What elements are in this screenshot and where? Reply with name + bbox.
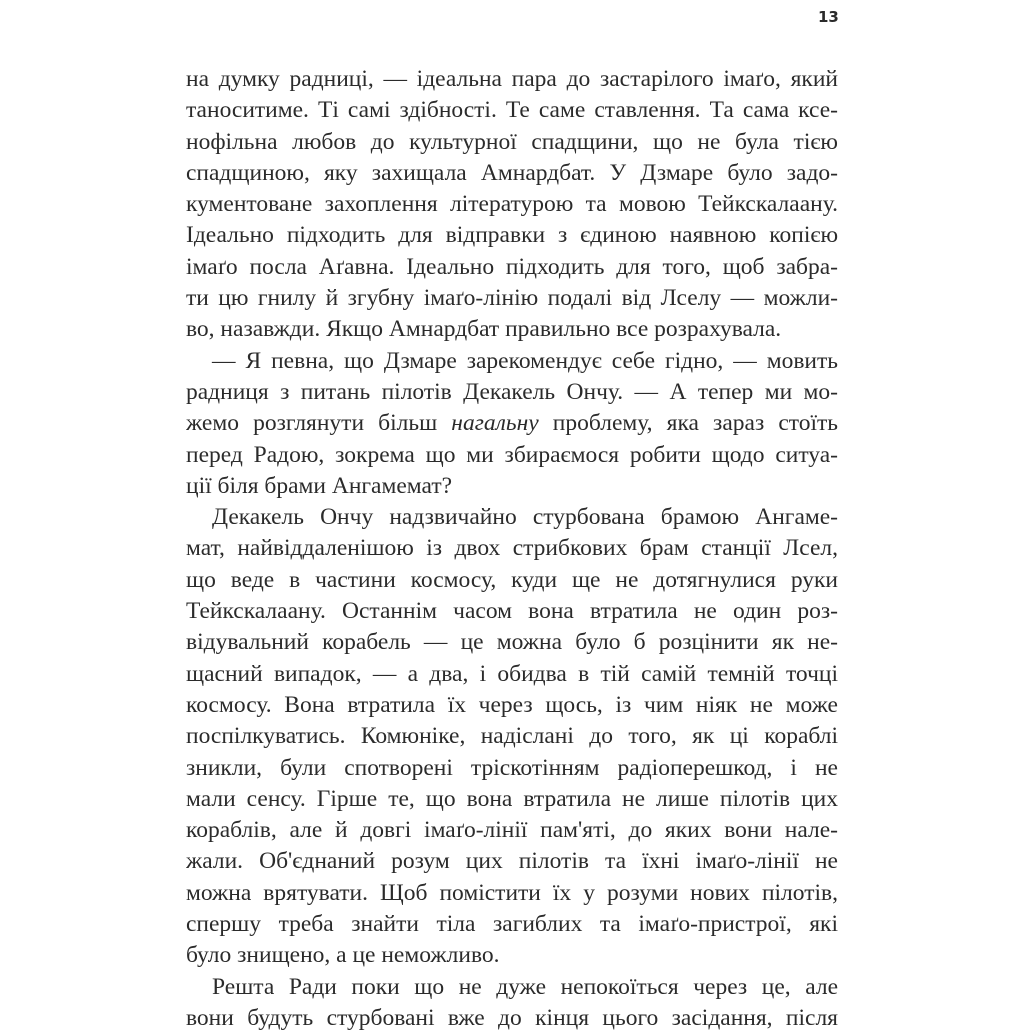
text-line: відувальний корабель — це можна було б розцінити як не- [186, 629, 838, 656]
body-text [186, 64, 838, 1034]
text-line: спадщиною, яку захищала Амнардбат. У Дзмаре було задо- [186, 159, 838, 186]
text-line: було знищено, а це неможливо. [186, 942, 500, 969]
text-line: жали. Об'єднаний розум цих пілотів та їхні імаґо-лінії не [186, 848, 838, 875]
text-line: кораблів, але й довгі імаґо-лінії пам'яті, до яких вони нале- [186, 817, 838, 844]
page-number: 13 [818, 8, 839, 26]
text-line: ти цю гнилу й згубну імаґо-лінію подалі від Лселу — можли- [186, 285, 838, 312]
text-line: Тейкскалаану. Останнім часом вона втратила не один роз- [186, 598, 838, 625]
text-line: Ідеально підходить для відправки з єдиною наявною копією [186, 222, 838, 249]
text-line: імаґо посла Аґавна. Ідеально підходить для того, щоб забра- [186, 253, 838, 280]
text-line: радниця з питань пілотів Декакель Ончу. — А тепер ми мо- [186, 378, 838, 405]
text-line: мат, найвіддаленішою із двох стрибкових брам станції Лсел, [186, 535, 838, 562]
text-line: спершу треба знайти тіла загиблих та імаґо-пристрої, які [186, 911, 838, 938]
italic-word: нагальну [451, 410, 539, 437]
text-line: на думку радниці, — ідеальна пара до застарілого імаґо, який [186, 66, 838, 92]
text-line: Декакель Ончу надзвичайно стурбована брамою Ангаме- [212, 504, 838, 531]
text-segment: жемо розглянути більш [186, 410, 452, 437]
text-line: ції біля брами Ангамемат? [186, 472, 453, 499]
text-line: щасний випадок, — а два, і обидва в тій самій темній точці [186, 660, 838, 687]
text-line: — Я певна, що Дзмаре зарекомендує себе гідно, — мовить [212, 347, 838, 374]
text-line: таноситиме. Ті самі здібності. Те саме ставлення. Та сама ксе- [186, 97, 838, 124]
text-line: зникли, були спотворені тріскотінням радіоперешкод, і не [186, 754, 838, 781]
text-segment: проблему, яка зараз стоїть [538, 410, 838, 437]
text-line: можна врятувати. Щоб помістити їх у розуми нових пілотів, [186, 879, 838, 906]
text-line: поспілкуватись. Комюніке, надіслані до того, як ці кораблі [186, 723, 838, 750]
text-line: мали сенсу. Гірше те, що вона втратила не лише пілотів цих [186, 785, 838, 812]
text-line-with-italic [186, 408, 838, 439]
text-line: Решта Ради поки що не дуже непокоїться через це, але [212, 973, 838, 1000]
text-line: що веде в частини космосу, куди ще не дотягнулися руки [186, 566, 838, 593]
text-line: кументоване захоплення літературою та мовою Тейкскалаану. [186, 191, 838, 218]
text-line: во, назавжди. Якщо Амнардбат правильно все розрахувала. [186, 316, 782, 343]
text-line: перед Радою, зокрема що ми збираємося робити щодо ситуа- [186, 441, 838, 468]
text-line: нофільна любов до культурної спадщини, що не була тією [186, 128, 838, 155]
text-line: космосу. Вона втратила їх через щось, із чим ніяк не може [186, 691, 838, 718]
text-line: вони будуть стурбовані вже до кінця цього засідання, після [186, 1004, 838, 1031]
